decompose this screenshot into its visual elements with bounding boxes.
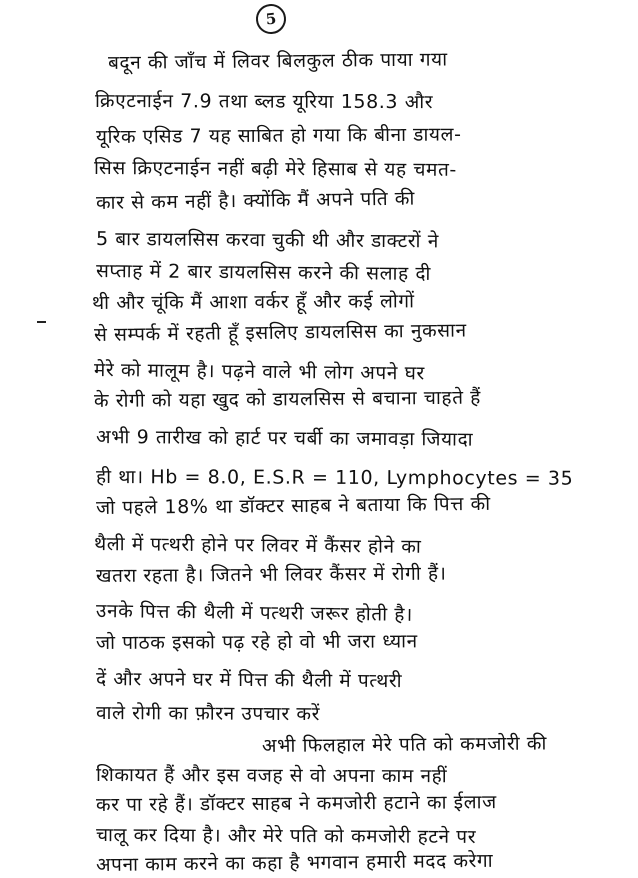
handwritten-line: सप्ताह में 2 बार डायलसिस करने की सलाह दी [95, 260, 432, 285]
handwritten-line: शिकायत हैं और इस वजह से वो अपना काम नहीं [95, 764, 448, 788]
handwritten-line: मेरे को मालूम है। पढ़ने वाले भी लोग अपने घर [93, 359, 425, 385]
handwritten-line: जो पहले 18% था डॉक्टर साहब ने बताया कि पित्त की [95, 492, 491, 519]
handwritten-line: अभी फिलहाल मेरे पति को कमजोरी की [261, 732, 548, 757]
handwritten-line: थैली में पत्थरी होने पर लिवर में कैंसर होने का [93, 533, 422, 558]
page-number: 5 [264, 9, 278, 29]
handwritten-line: खतरा रहता है। जितने भी लिवर कैंसर में रोगी हैं। [95, 562, 447, 587]
handwritten-line: बदून की जाँच में लिवर बिलकुल ठीक पाया गया [107, 48, 448, 74]
handwritten-line: उनके पित्त की थैली में पत्थरी जरूर होती है। [95, 600, 414, 626]
handwritten-line: चालू कर दिया है। और मेरे पति को कमजोरी हटने पर [95, 824, 477, 848]
handwritten-line: कर पा रहे हैं। डॉक्टर साहब ने कमजोरी हटाने का ईलाज [95, 791, 497, 816]
handwritten-line: जो पाठक इसको पढ़ रहे हो वो भी जरा ध्यान [95, 630, 418, 654]
handwritten-line: के रोगी को यहा खुद को डायलसिस से बचाना चाहते हैं [93, 386, 482, 412]
handwritten-line: वाले रोगी का फ़ौरन उपचार करें [95, 702, 321, 726]
handwritten-line: क्रिएटनाईन 7.9 तथा ब्लड यूरिया 158.3 और [94, 90, 434, 114]
handwritten-line: अभी 9 तारीख को हार्ट पर चर्बी का जमावड़ा जियादा [95, 426, 474, 451]
handwritten-line: दें और अपने घर में पित्त की थैली में पत्थरी [95, 668, 403, 693]
handwritten-line: थी और चूंकि मैं आशा वर्कर हूँ और कई लोगों [91, 290, 415, 314]
handwritten-line: सिस क्रिएटनाईन नहीं बढ़ी मेरे हिसाब से यह चमत- [93, 157, 457, 181]
handwritten-line: 5 बार डायलसिस करवा चुकी थी और डाक्टरों ने [95, 228, 439, 253]
handwritten-line: कार से कम नहीं है। क्योंकि मैं अपने पति की [95, 187, 416, 214]
handwritten-line: ही था। Hb = 8.0, E.S.R = 110, Lymphocytes = 35 [95, 466, 574, 490]
handwritten-line: अपना काम करने का कहा है भगवान हमारी मदद करेगा [95, 849, 494, 876]
handwritten-line: से सम्पर्क में रहती हूँ इसलिए डायलसिस का नुकसान [93, 319, 467, 346]
handwritten-line: यूरिक एसिड 7 यह साबित हो गया कि बीना डायल- [95, 123, 462, 148]
